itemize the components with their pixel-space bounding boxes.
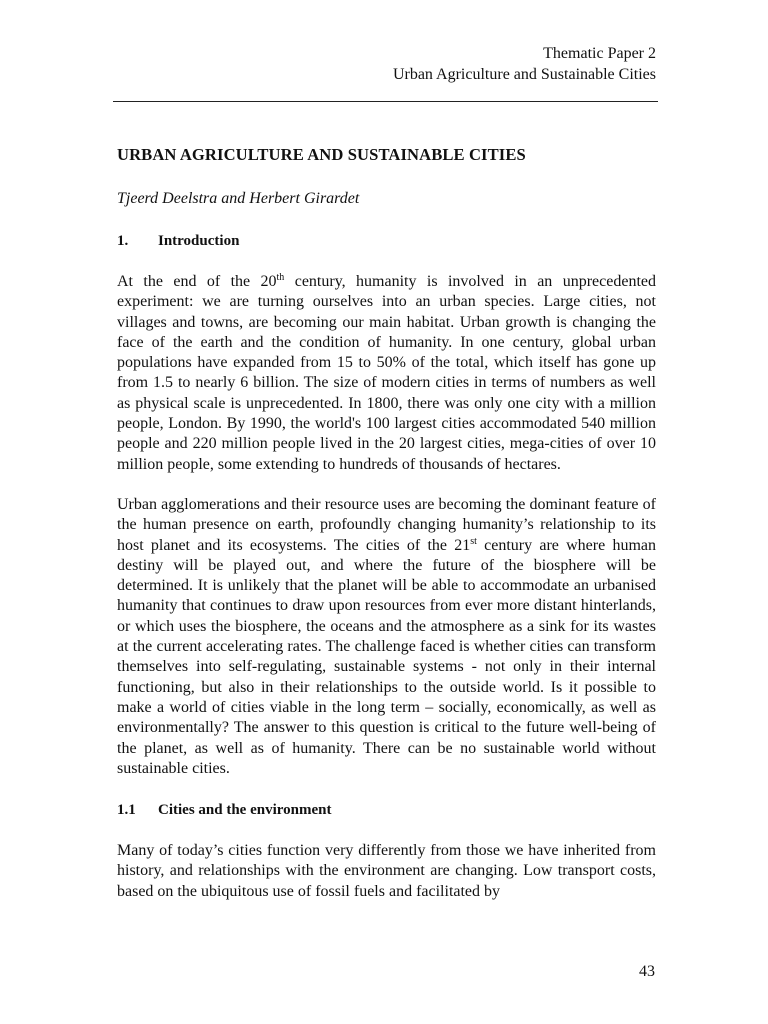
paragraph-3: Many of today’s cities function very differently from those we have inherited from history, and relationships with the environment are changing. Low transport costs, based on the ubiquitous use of fossil fuels and facilitated by: [117, 842, 656, 900]
authors: Tjeerd Deelstra and Herbert Girardet: [117, 190, 360, 207]
paragraph-text: At the end of the 20: [117, 273, 277, 290]
page-number: 43: [639, 963, 655, 980]
header-paper-title: Urban Agriculture and Sustainable Cities: [392, 66, 656, 83]
superscript: th: [276, 272, 285, 283]
running-header: [393, 43, 656, 85]
section-heading-introduction: [117, 230, 656, 252]
paragraph-1: [117, 272, 656, 475]
document-title: URBAN AGRICULTURE AND SUSTAINABLE CITIES: [117, 145, 526, 164]
header-rule: [113, 101, 658, 102]
paragraph-text: century are where human destiny will be played out, and where the future of the biosphere will be determined. It is unlikely that the planet will be able to accommodate an urbanised humanity that continues to draw upon resources from ever more distant hinterlands, or which uses the biosphere, the oceans and the atmosphere as a sink for its wastes at the current accelerating rates. The challenge faced is whether cities can transform themselves into self-regulating, sustainable systems - not only in their internal functioning, but also in their relationships to the outside world. Is it possible to make a world of cities viable in the long term – socially, economically, as well as environmentally? The answer to this question is critical to the future well-being of the planet, as well as of humanity. There can be no sustainable world without sustainable cities.: [117, 536, 656, 777]
page-body: [117, 140, 656, 902]
superscript: st: [470, 535, 477, 547]
section-heading-cities-environment: [117, 799, 656, 821]
section-number: 1.: [117, 233, 129, 249]
header-paper-number: Thematic Paper 2: [543, 45, 656, 62]
section-title: Cities and the environment: [158, 802, 332, 819]
section-number: 1.1: [117, 802, 136, 819]
paragraph-text: Urban agglomerations and their resource uses are becoming the dominant feature of the human presence on earth, profoundly changing humanity’s relationship to its host planet and its ecosystems. The cities of the 21: [117, 495, 656, 554]
section-title: Introduction: [158, 233, 240, 249]
paragraph-2: [117, 495, 656, 779]
paragraph-text: century, humanity is involved in an unprecedented experiment: we are turning ourselves into an urban species. Large cities, not villages and towns, are becoming our main habitat. Urban growth is changing the face of the earth and the condition of humanity. In one century, global urban populations have expanded from 15 to 50% of the total, which itself has gone up from 1.5 to nearly 6 billion. The size of modern cities in terms of numbers as well as physical scale is unprecedented. In 1800, there was only one city with a million people, London. By 1990, the world's 100 largest cities accommodated 540 million people and 220 million people lived in the 20 largest cities, mega-cities of over 10 million people, some extending to hundreds of thousands of hectares.: [117, 273, 656, 473]
